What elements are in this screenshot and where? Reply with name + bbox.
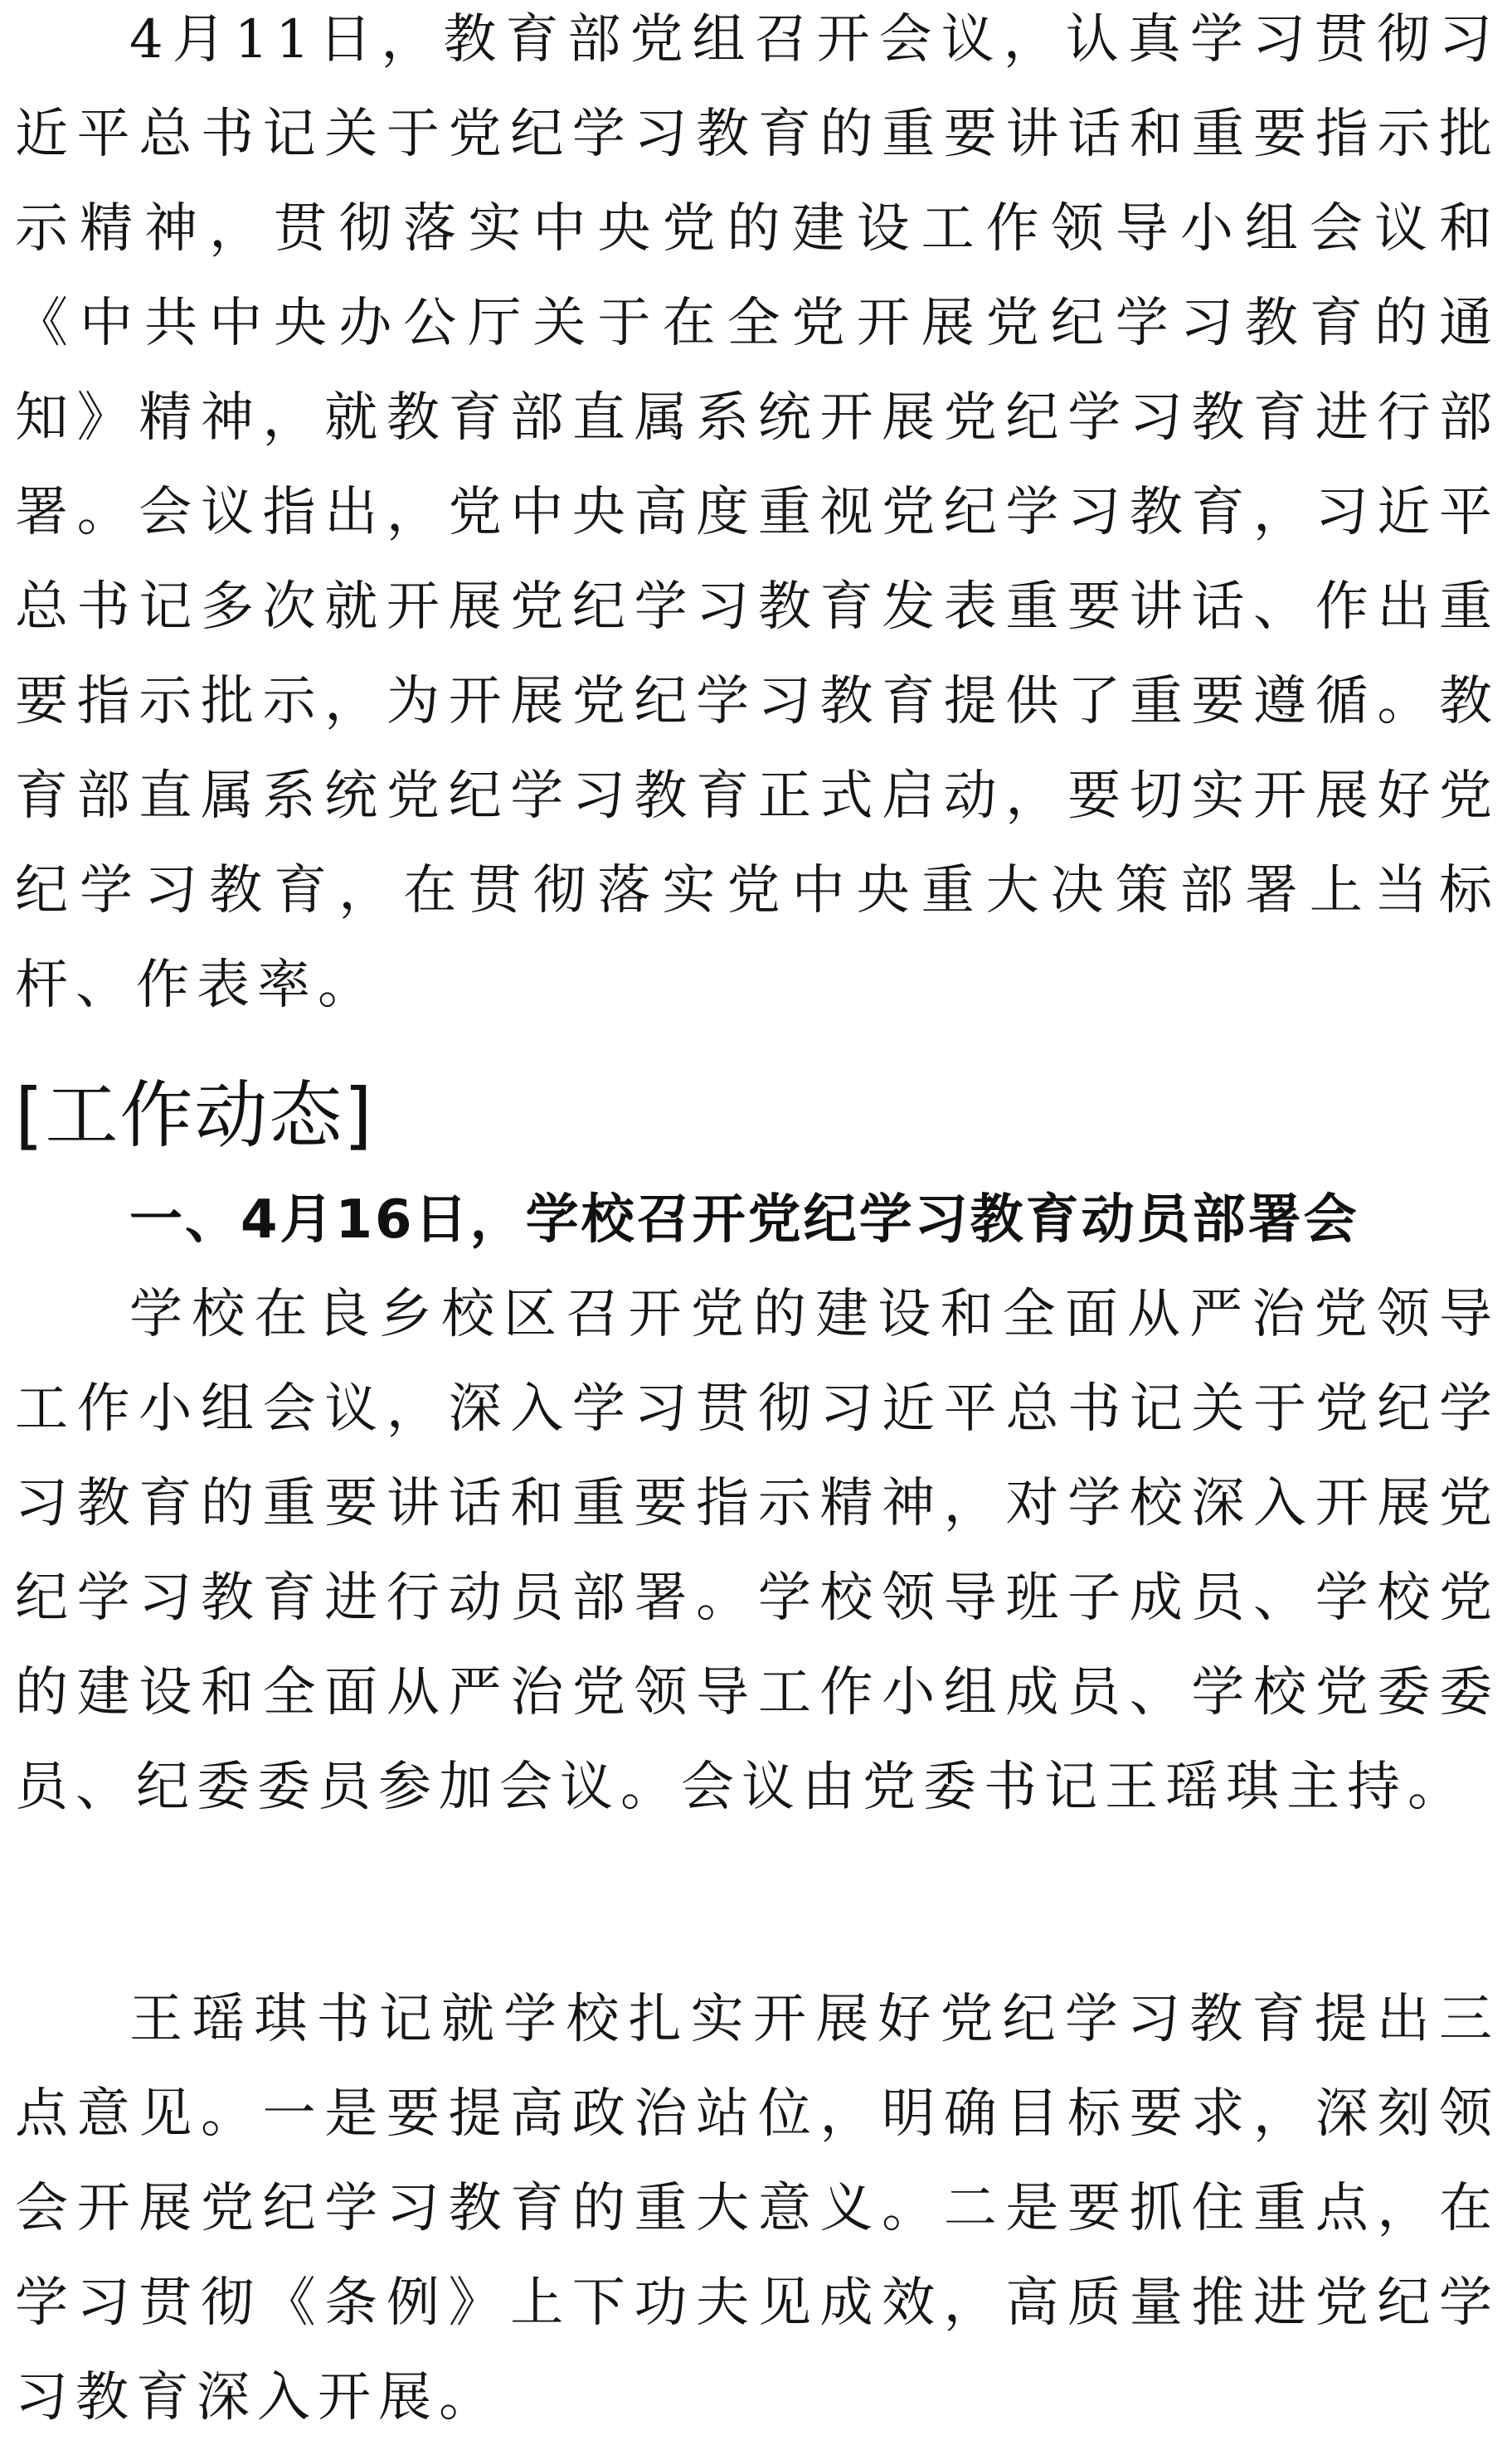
intro-paragraph: 4月11日，教育部党组召开会议，认真学习贯彻习近平总书记关于党纪学习教育的重要讲话和重要指示批示精神，贯彻落实中央党的建设工作领导小组会议和《中共中央办公厅关于在全党开展党纪学习教育的通知》精神，就教育部直属系统开展党纪学习教育进行部署。会议指出，党中央高度重视党纪学习教育，习近平总书记多次就开展党纪学习教育发表重要讲话、作出重要指示批示，为开展党纪学习教育提供了重要遵循。教育部直属系统党纪学习教育正式启动，要切实开展好党纪学习教育，在贯彻落实党中央重大决策部署上当标杆、作表率。 [15, 9, 1500, 1016]
news-item-paragraph-2: 王瑶琪书记就学校扎实开展好党纪学习教育提出三点意见。一是要提高政治站位，明确目标要求，深刻领会开展党纪学习教育的重大意义。二是要抓住重点，在学习贯彻《条例》上下功夫见成效，高质量推进党纪学习教育深入开展。 [15, 1989, 1500, 2428]
news-item-paragraph-1: 学校在良乡校区召开党的建设和全面从严治党领导工作小组会议，深入学习贯彻习近平总书记关于党纪学习教育的重要讲话和重要指示精神，对学校深入开展党纪学习教育进行动员部署。学校领导班子成员、学校党的建设和全面从严治党领导工作小组成员、学校党委委员、纪委委员参加会议。会议由党委书记王瑶琪主持。 [15, 1284, 1500, 1818]
section-title: [工作动态] [15, 1072, 374, 1158]
news-item-heading: 一、4月16日，学校召开党纪学习教育动员部署会 [129, 1189, 1359, 1251]
